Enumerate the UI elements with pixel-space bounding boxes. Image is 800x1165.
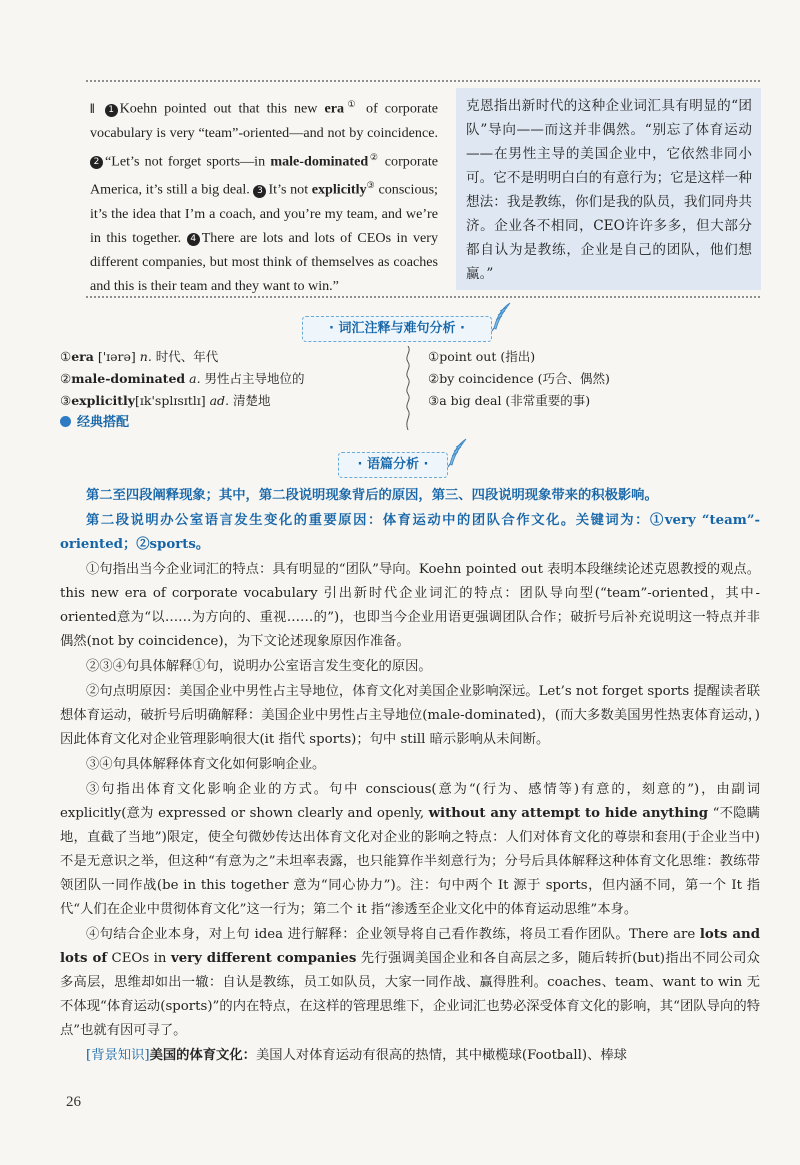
vocab-section-header: · 词汇注释与难句分析 · — [302, 316, 492, 342]
vocab-num: ② — [60, 371, 72, 386]
discourse-analysis-body — [60, 484, 760, 1069]
vocab-meaning: 清楚地 — [229, 393, 271, 408]
sentence-1-pre: Koehn pointed out that this new — [119, 100, 325, 117]
bullet-dot-icon — [60, 416, 71, 427]
vocab-pos: n. — [139, 349, 152, 364]
sentence-4: There are lots and lots of CEOs in very different companies, but most think of themselves as coaches and this is their team and they want to win.” — [90, 230, 439, 295]
p6-text-pre: ④句结合企业本身，对上句 idea 进行解释：企业领导将自己看作教练，将员工看作团队。There are — [86, 927, 700, 942]
phrase-item: ①point out (指出) — [428, 349, 536, 364]
phrase-annotation-list — [428, 346, 748, 412]
top-dotted-rule — [86, 80, 760, 82]
analysis-summary-1: 第二至四段阐释现象；其中，第二段说明现象背后的原因，第三、四段说明现象带来的积极影响。 — [86, 488, 658, 503]
term-explicitly: explicitly — [311, 182, 367, 199]
vocab-pos: a. — [189, 371, 201, 386]
quill-pen-icon — [446, 438, 468, 468]
english-passage — [90, 92, 438, 298]
analysis-paragraph-3: ②句点明原因：美国企业中男性占主导地位，体育文化对美国企业影响深远。Let’s not forget sports 提醒读者联想体育运动，破折号后明确解释：美国企业中男性占主导地位(male-dominated)，(而大多数美国男性热衷体育运动，)因此体育文化对企业管理影响很大(it 指代 sports)；句中 still 暗示影响从未间断。 — [60, 684, 760, 747]
analysis-paragraph-1: ①句指出当今企业词汇的特点：具有明显的“团队”导向。Koehn pointed out 表明本段继续论述克恩教授的观点。this new era of corporate vocabulary 引出新时代企业词汇的特点：团队导向型(“team”-oriented，其中-oriented意为“以……为方向的、重视……的”)，也即当今企业用语更强调团队合作；破折号后补充说明这一特点并非偶然(not by coincidence)，为下文论述现象原因作准备。 — [60, 562, 760, 649]
p6-text-mid: CEOs in — [107, 951, 171, 966]
p6-text-bold-1: lots and lots of — [60, 927, 760, 966]
background-title: 美国的体育文化： — [149, 1048, 256, 1063]
p6-text-bold-2: very different companies — [170, 951, 357, 966]
vocab-pos: ad. — [209, 393, 230, 408]
vocab-item — [60, 368, 400, 390]
phrase-item: ③a big deal (非常重要的事) — [428, 393, 591, 408]
analysis-section-header: · 语篇分析 · — [338, 452, 448, 478]
note-marker-2: ② — [368, 151, 380, 162]
middle-dotted-rule — [86, 296, 760, 298]
chinese-translation-text: 克恩指出新时代的这种企业词汇具有明显的“团队”导向——而这并非偶然。“别忘了体育运动——在男性主导的美国企业中，它依然非同小可。它不是明明白白的有意行为；它是这样一种想法：我是教练，你们是我的队员，我们同舟共济。企业各不相同，CEO许许多多，但大部分都自认为是教练，企业是自己的团队，他们想赢。” — [466, 98, 752, 282]
p5-text-bold: without any attempt to hide anything — [428, 806, 709, 821]
sentence-3-pre: It’s not — [268, 182, 312, 199]
analysis-paragraph-2: ②③④句具体解释①句，说明办公室语言发生变化的原因。 — [86, 659, 432, 674]
vocab-word: male-dominated — [71, 371, 186, 386]
sentence-number-2: 2 — [90, 156, 103, 169]
analysis-summary-2: 第二段说明办公室语言发生变化的重要原因：体育运动中的团队合作文化。关键词为：①very “team”-oriented；②sports。 — [60, 513, 760, 552]
analysis-paragraph-5 — [60, 778, 760, 922]
note-marker-3: ③ — [366, 180, 375, 191]
chinese-translation-box — [456, 88, 761, 290]
sentence-number-3: 3 — [253, 185, 266, 198]
p5-text-post: “不隐瞒地，直截了当地”)限定，使全句微妙传达出体育文化对企业的影响之特点：人们对体育文化的尊崇和套用(于企业当中)不是无意识之举，但这种“有意为之”未坦率表露，也只能算作半刻意行为；分号后具体解释这种体育文化思维：教练带领团队一同作战(be in this together 意为“同心协力”)。注：句中两个 It 源于 sports，但内涵不同，第一个 It 指代“人们在企业中贯彻体育文化”这一行为；第二个 it 指“渗透至企业文化中的体育运动思维”本身。 — [60, 806, 760, 917]
term-era: era — [324, 100, 345, 117]
quill-pen-icon — [490, 302, 512, 332]
vocab-item — [60, 346, 400, 368]
vocab-phonetic: [ɪk'splɪsɪtlɪ] — [135, 393, 210, 408]
note-marker-1: ① — [344, 99, 360, 109]
phrase-item: ②by coincidence (巧合、偶然) — [428, 371, 610, 386]
sentence-2-pre: “Let’s not forget sports—in — [105, 153, 271, 170]
sentence-1-post: of corporate vocabulary is very “team”-oriented—and not by coincidence. — [90, 100, 439, 141]
sentence-3-post: conscious; it’s the idea that I’m a coach, and you’re my team, and we’re in this together. — [90, 182, 438, 247]
vocab-word: explicitly — [71, 393, 136, 408]
vocab-num: ③ — [60, 393, 72, 408]
background-tag: [背景知识] — [86, 1048, 150, 1063]
collocation-label — [60, 412, 129, 434]
analysis-paragraph-6 — [60, 923, 760, 1043]
vocab-column-divider — [403, 346, 413, 430]
vocab-meaning: 时代、年代 — [151, 349, 219, 364]
sentence-number-1: 1 — [105, 104, 118, 117]
p5-text-pre: ③句指出体育文化影响企业的方式。句中 conscious(意为“(行为、感情等)有意的，刻意的”)，由副词 explicitly(意为 expressed or shown clearly and openly, — [60, 782, 760, 821]
vocab-word: era — [71, 349, 94, 364]
sentence-number-4: 4 — [187, 233, 200, 246]
vocab-phonetic: ['ɪərə] — [93, 349, 140, 364]
vocab-meaning: 男性占主导地位的 — [200, 371, 305, 386]
vocab-item — [60, 390, 400, 412]
paragraph-marker: ‖ — [90, 100, 95, 117]
analysis-paragraph-4: ③④句具体解释体育文化如何影响企业。 — [86, 757, 326, 772]
collocation-text: 经典搭配 — [77, 415, 130, 430]
page-number: 26 — [66, 1094, 81, 1110]
background-knowledge — [60, 1044, 760, 1068]
vocab-annotation-list — [60, 346, 400, 412]
vocab-num: ① — [60, 349, 72, 364]
p6-text-post: 先行强调美国企业和各自高层之多，随后转折(but)指出不同公司众多高层，思维却如出一辙：自认是教练，员工如队员，大家一同作战、赢得胜利。coaches、team、want to win 无不体现“体育运动(sports)”的内在特点，在这样的管理思维下，企业词汇也势必深受体育文化的影响，其“团队导向的特点”也就有因可寻了。 — [60, 951, 760, 1038]
term-male-dominated: male-dominated — [270, 153, 369, 170]
sentence-2-post: corporate America, it’s still a big deal. — [90, 153, 439, 199]
background-text: 美国人对体育运动有很高的热情，其中橄榄球(Football)、棒球 — [255, 1048, 627, 1063]
